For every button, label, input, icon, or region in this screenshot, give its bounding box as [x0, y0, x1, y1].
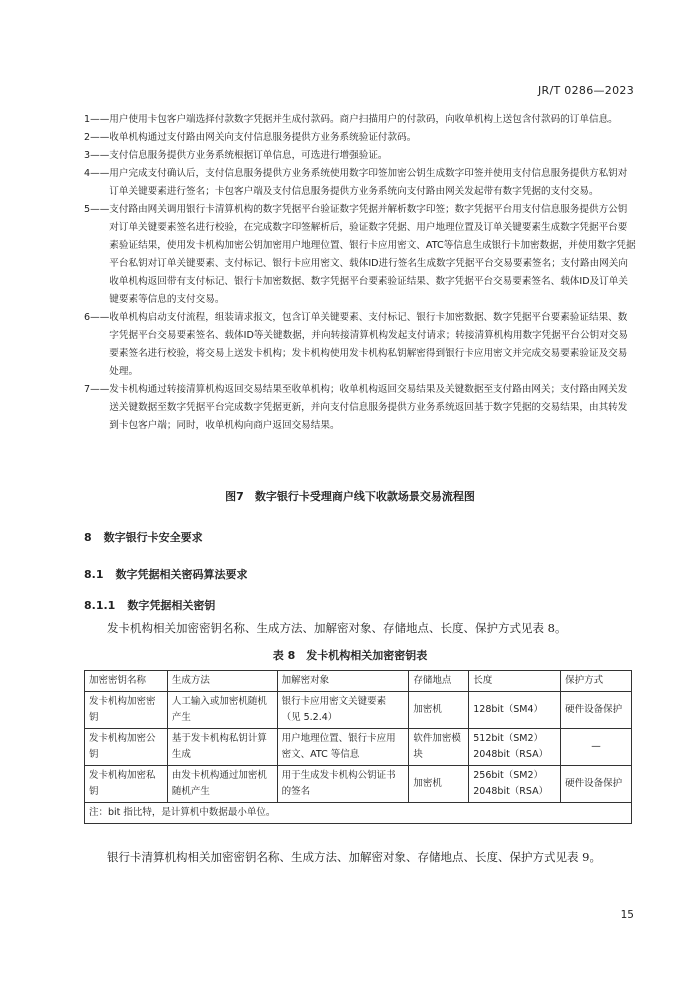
table-cell: 256bit（SM2） 2048bit（RSA）: [469, 766, 561, 803]
note-item: [84, 309, 636, 381]
note-number: 5——: [84, 204, 110, 215]
table-header-cell: 保护方式: [561, 671, 632, 692]
table-header-row: [85, 671, 632, 692]
note-item: [84, 111, 636, 129]
section-heading-8-1-1: [84, 597, 215, 613]
table-header-cell: 加密密钥名称: [85, 671, 168, 692]
table-cell: 加密机: [409, 692, 469, 729]
table-row: [85, 766, 632, 803]
table-cell: 人工输入或加密机随机产生: [167, 692, 277, 729]
body-paragraph: 发卡机构相关加密密钥名称、生成方法、加解密对象、存储地点、长度、保护方式见表 8。: [107, 621, 567, 635]
table-cell: 软件加密模块: [409, 729, 469, 766]
table-cell: 发卡机构加密私钥: [85, 766, 168, 803]
note-number: 4——: [84, 168, 110, 179]
note-text: 支付信息服务提供方业务系统根据订单信息，可选进行增强验证。: [109, 150, 388, 161]
section-heading-8-1: [84, 566, 248, 582]
key-table: [84, 670, 632, 824]
figure-caption: 图7 数字银行卡受理商户线下收款场景交易流程图: [225, 490, 475, 503]
table-cell: 硬件设备保护: [561, 692, 632, 729]
note-number: 3——: [84, 150, 110, 161]
note-item: [84, 381, 636, 435]
table-cell: 基于发卡机构私钥计算生成: [167, 729, 277, 766]
note-text: 收单机构通过支付路由网关向支付信息服务提供方业务系统验证付款码。: [109, 132, 417, 143]
note-item: [84, 129, 636, 147]
section-number: 8.1: [84, 568, 104, 581]
figure-notes: [84, 111, 636, 435]
section-heading-8: [84, 529, 203, 545]
note-item: [84, 165, 636, 201]
note-text: 收单机构启动支付流程，组装请求报文，包含订单关键要素、支付标记、银行卡加密数据、数字凭据平台要素验证结果、数字凭据平台交易要素签名、载体ID等关键数据，并向转接清算机构发起支付请求；转接清算机构用数字凭据平台公钥对交易要素签名进行校验，将交易上送发卡机构；发卡机构使用发卡机构私钥解密得到银行卡应用密文并完成交易要素验证及交易处理。: [109, 312, 628, 377]
table-row: [85, 692, 632, 729]
note-text: 支付路由网关调用银行卡清算机构的数字凭据平台验证数字凭据并解析数字印签；数字凭据平台用支付信息服务提供方公钥对订单关键要素签名进行校验，在完成数字印签解析后，验证数字凭据、用户地理位置及订单关键要素生成数字凭据平台要素验证结果，使用发卡机构加密公钥加密用户地理位置、银行卡应用密文、ATC等信息生成银行卡加密数据，并使用数字凭据平台私钥对订单关键要素、支付标记、银行卡应用密文、载体ID进行签名生成数字凭据平台交易要素签名；支付路由网关向收单机构返回带有支付标记、银行卡加密数据、数字凭据平台要素验证结果、数字凭据平台交易要素签名、载体ID及订单关键要素等信息的支付交易。: [109, 204, 636, 305]
section-title: 数字凭据相关密码算法要求: [115, 568, 248, 581]
table-cell: 用户地理位置、银行卡应用密文、ATC 等信息: [277, 729, 409, 766]
table-cell: 128bit（SM4）: [469, 692, 561, 729]
table-cell: 加密机: [409, 766, 469, 803]
table-header-cell: 存储地点: [409, 671, 469, 692]
note-number: 6——: [84, 312, 110, 323]
section-number: 8: [84, 531, 92, 544]
page-number: 15: [620, 909, 634, 921]
section-number: 8.1.1: [84, 599, 116, 612]
table-cell: 发卡机构加密密钥: [85, 692, 168, 729]
table-cell: 硬件设备保护: [561, 766, 632, 803]
table-header-cell: 加解密对象: [277, 671, 409, 692]
section-title: 数字银行卡安全要求: [103, 531, 203, 544]
table-note-row: [85, 803, 632, 824]
table-cell: 发卡机构加密公钥: [85, 729, 168, 766]
table-caption: 表 8 发卡机构相关加密密钥表: [272, 649, 428, 662]
table-note: 注：bit 指比特，是计算机中数据最小单位。: [85, 803, 632, 824]
note-number: 1——: [84, 114, 110, 125]
section-title: 数字凭据相关密钥: [127, 599, 216, 612]
table-header-cell: 长度: [469, 671, 561, 692]
table-row: [85, 729, 632, 766]
table-cell: —: [561, 729, 632, 766]
table-cell: 512bit（SM2） 2048bit（RSA）: [469, 729, 561, 766]
table-cell: 银行卡应用密文关键要素（见 5.2.4）: [277, 692, 409, 729]
table-header-cell: 生成方法: [167, 671, 277, 692]
note-item: [84, 147, 636, 165]
note-text: 用户完成支付确认后，支付信息服务提供方业务系统使用数字印签加密公钥生成数字印签并使用支付信息服务提供方私钥对订单关键要素进行签名；卡包客户端及支付信息服务提供方业务系统向支付路由网关发起带有数字凭据的支付交易。: [109, 168, 628, 197]
table-cell: 由发卡机构通过加密机随机产生: [167, 766, 277, 803]
standard-code: JR/T 0286—2023: [538, 84, 634, 97]
note-number: 7——: [84, 384, 110, 395]
note-text: 发卡机构通过转接清算机构返回交易结果至收单机构；收单机构返回交易结果及关键数据至支付路由网关；支付路由网关发送关键数据至数字凭据平台完成数字凭据更新，并向支付信息服务提供方业务系统返回基于数字凭据的交易结果，由其转发到卡包客户端；同时，收单机构向商户返回交易结果。: [109, 384, 628, 431]
body-paragraph: 银行卡清算机构相关加密密钥名称、生成方法、加解密对象、存储地点、长度、保护方式见表 9。: [107, 850, 601, 864]
note-text: 用户使用卡包客户端选择付款数字凭据并生成付款码。商户扫描用户的付款码，向收单机构上送包含付款码的订单信息。: [109, 114, 618, 125]
note-number: 2——: [84, 132, 110, 143]
note-item: [84, 201, 636, 309]
table-cell: 用于生成发卡机构公钥证书的签名: [277, 766, 409, 803]
